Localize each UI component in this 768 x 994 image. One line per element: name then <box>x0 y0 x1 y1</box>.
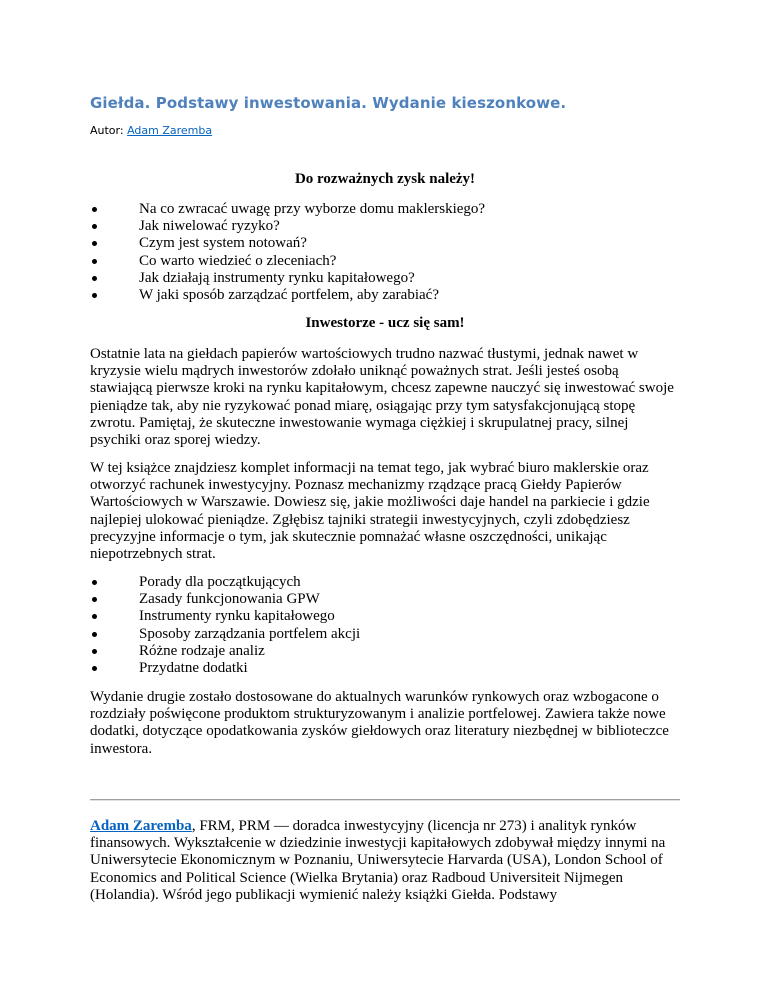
question-list <box>90 201 485 304</box>
intro-paragraph: Ostatnie lata na giełdach papierów wartościowych trudno nazwać tłustymi, jednak nawet w kryzysie wielu mądrych inwestorów zdołało uniknąć poważnych strat. Jeśli jesteś osobą stawiającą pierwsze kroki na rynku kapitałowym, chcesz zapewne nauczyć się inwestować swoje pieniądze tak, aby nie ryzykować ponad miarę, osiągając przy tym satysfakcjonującą stopę zwrotu. Pamiętaj, że skuteczne inwestowanie wymaga ciężkiej i skrupulatnej pracy, silnej psychiki oraz sporej wiedzy. <box>90 346 674 449</box>
edition-paragraph: Wydanie drugie zostało dostosowane do aktualnych warunków rynkowych oraz wzbogacone o rozdziały poświęcone produktom strukturyzowanym i analizie portfelowej. Zawiera także nowe dodatki, dotyczące opodatkowania zysków giełdowych oraz literatury niezbędnej w biblioteczce inwestora. <box>90 689 669 757</box>
list-item: Na co zwracać uwagę przy wyborze domu maklerskiego? <box>90 201 485 218</box>
bullet-icon <box>92 649 97 654</box>
book-title: Giełda. Podstawy inwestowania. Wydanie kieszonkowe. <box>90 94 567 112</box>
list-item: Co warto wiedzieć o zleceniach? <box>90 253 485 270</box>
list-item: Przydatne dodatki <box>90 660 360 677</box>
bullet-icon <box>92 276 97 281</box>
bio-author-link[interactable]: Adam Zaremba <box>90 818 192 834</box>
section-heading-investor: Inwestorze - ucz się sam! <box>305 315 465 331</box>
list-item: Czym jest system notowań? <box>90 235 485 252</box>
author-link[interactable]: Adam Zaremba <box>127 124 213 137</box>
bullet-icon <box>92 580 97 585</box>
list-item: Jak niwelować ryzyko? <box>90 218 485 235</box>
list-item: Porady dla początkujących <box>90 574 360 591</box>
list-item: Sposoby zarządzania portfelem akcji <box>90 626 360 643</box>
author-label: Autor: <box>90 124 124 137</box>
bullet-icon <box>92 614 97 619</box>
bullet-icon <box>92 666 97 671</box>
list-item: Jak działają instrumenty rynku kapitałowego? <box>90 270 485 287</box>
author-bio <box>90 818 680 904</box>
author-line <box>90 124 212 137</box>
bio-text: , FRM, PRM — doradca inwestycyjny (licencja nr 273) i analityk rynków finansowych. Wykształcenie w dziedzinie inwestycji kapitałowych zdobywał między innymi na Uniwersytecie Ekonomicznym w Poznaniu, Uniwersytecie Harvarda (USA), London School of Economics and Political Science (Wielka Brytania) oraz Radboud Universiteit Nijmegen (Holandia). Wśród jego publikacji wymienić należy książki Giełda. Podstawy <box>90 818 666 903</box>
topics-list <box>90 574 360 677</box>
list-item: Różne rodzaje analiz <box>90 643 360 660</box>
horizontal-divider <box>90 799 680 801</box>
book-contents-paragraph: W tej książce znajdziesz komplet informacji na temat tego, jak wybrać biuro maklerskie oraz otworzyć rachunek inwestycyjny. Poznasz mechanizmy rządzące pracą Giełdy Papierów Wartościowych w Warszawie. Dowiesz się, jakie możliwości daje handel na parkiecie i gdzie najlepiej ulokować pieniądze. Zgłębisz tajniki strategii inwestycyjnych, czyli zdobędziesz precyzyjne informacje o tym, jak skutecznie pomnażać własne oszczędności, unikając niepotrzebnych strat. <box>90 460 650 563</box>
bullet-icon <box>92 224 97 229</box>
bullet-icon <box>92 632 97 637</box>
bullet-icon <box>92 597 97 602</box>
bullet-icon <box>92 241 97 246</box>
list-item: Zasady funkcjonowania GPW <box>90 591 360 608</box>
list-item: Instrumenty rynku kapitałowego <box>90 608 360 625</box>
section-heading-prudent-profit: Do rozważnych zysk należy! <box>294 171 476 187</box>
bullet-icon <box>92 207 97 212</box>
list-item: W jaki sposób zarządzać portfelem, aby zarabiać? <box>90 287 485 304</box>
bullet-icon <box>92 293 97 298</box>
bullet-icon <box>92 259 97 264</box>
